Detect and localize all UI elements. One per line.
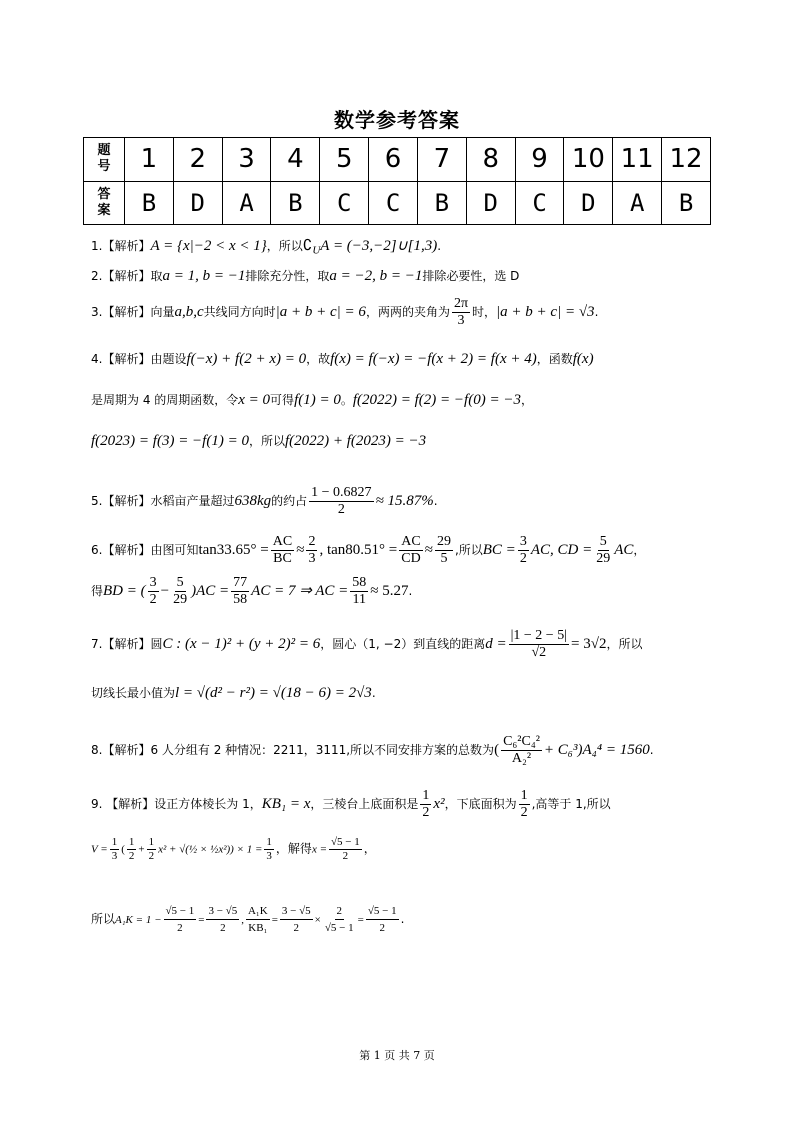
solution-text: 6 人分组有 2 种情况：2211，3111,所以不同安排方案的总数为 <box>150 743 495 757</box>
solution-text: . <box>371 686 376 700</box>
math-expr: BC = <box>482 542 516 558</box>
solution-9-line-2 <box>91 836 711 863</box>
denominator: 2 <box>520 805 528 820</box>
solution-label: 6.【解析】 <box>91 543 151 557</box>
solution-text: . <box>437 239 442 253</box>
solution-text: 。 <box>340 393 353 407</box>
math-expr: ≈ <box>296 542 305 558</box>
solution-label: 2.【解析】 <box>91 269 151 283</box>
solution-text: . <box>408 584 413 598</box>
math-expr: f(x) <box>572 351 594 367</box>
fraction <box>110 836 120 863</box>
answer-table <box>83 137 711 225</box>
question-number-cell: 6 <box>369 138 418 182</box>
solution-text: 由题设 <box>150 352 187 366</box>
solution-text: 共线同方向时 <box>203 305 276 319</box>
numerator: AC <box>401 534 421 549</box>
solution-text: 排除必要性，选 D <box>422 269 520 283</box>
solution-text: ， <box>633 543 646 557</box>
fraction <box>452 296 470 329</box>
solution-4-line-2 <box>91 391 711 409</box>
question-number-cell: 3 <box>222 138 271 182</box>
fraction <box>420 788 431 821</box>
solution-text: ,高等于 1,所以 <box>531 797 611 811</box>
fraction <box>164 903 197 936</box>
solution-text: ， <box>520 393 533 407</box>
denominator: 2 <box>148 850 155 862</box>
denominator: 2 <box>342 850 349 862</box>
numerator: 1 <box>111 836 118 848</box>
solution-8 <box>91 734 711 767</box>
math-expr: C : (x − 1)² + (y + 2)² = 6 <box>162 636 321 652</box>
fraction <box>148 575 159 608</box>
answer-cell: C <box>369 181 418 225</box>
fraction <box>306 534 317 567</box>
denominator: 29 <box>596 551 611 566</box>
solution-text: 由图可知 <box>150 543 199 557</box>
solution-4-line-1 <box>91 350 711 368</box>
math-expr: f(2023) = f(3) = −f(1) = 0 <box>91 433 249 449</box>
fraction <box>323 903 356 936</box>
question-number-cell: 7 <box>417 138 466 182</box>
math-expr: f(2022) = f(2) = −f(0) = −3 <box>352 392 521 408</box>
solution-text: ，圆心（1, −2）到直线的距离 <box>320 637 486 651</box>
math-expr: KB₁ = x <box>261 796 311 812</box>
math-expr: BD = ( <box>103 583 146 599</box>
row-header-number: 题 号 <box>84 138 125 182</box>
math-expr: a = −2, b = −1 <box>329 268 423 284</box>
math-sub: U <box>312 244 321 257</box>
fraction <box>309 485 373 518</box>
math-expr: 638kg <box>234 493 272 509</box>
denominator: 11 <box>352 592 367 607</box>
denominator: 2 <box>379 922 385 934</box>
math-expr: V = <box>91 843 108 856</box>
math-expr: ( <box>121 843 125 856</box>
solution-text: 取 <box>150 269 163 283</box>
math-expr: − <box>160 583 170 599</box>
denominator: 3 <box>266 850 272 862</box>
solution-label: 7.【解析】 <box>91 637 151 651</box>
question-number-cell: 2 <box>173 138 222 182</box>
fraction <box>366 903 399 936</box>
denominator: 5 <box>440 551 448 566</box>
fraction <box>280 903 313 936</box>
solution-text: ，函数 <box>536 352 573 366</box>
numerator: 58 <box>352 575 367 590</box>
denominator: 2 <box>177 922 183 934</box>
solution-text: 的约占 <box>271 494 308 508</box>
solution-1 <box>91 237 711 259</box>
numerator: 1 <box>266 836 272 848</box>
solution-label: 4.【解析】 <box>91 352 151 366</box>
math-expr: = <box>357 914 364 926</box>
numerator: √5 − 1 <box>164 903 197 920</box>
math-expr: = <box>271 914 278 926</box>
numerator: 29 <box>436 534 451 549</box>
fraction <box>350 575 368 608</box>
solution-label: 5.【解析】 <box>91 494 151 508</box>
solution-text: . <box>400 912 405 926</box>
number-row <box>84 138 711 182</box>
denominator: 3 <box>308 551 316 566</box>
math-expr: a,b,c <box>174 304 204 320</box>
fraction <box>399 534 422 567</box>
numerator: AC <box>272 534 293 549</box>
numerator: 5 <box>599 534 607 549</box>
solution-text: 圆 <box>150 637 163 651</box>
row-header-answer: 答 案 <box>84 181 125 225</box>
solution-text: ，下底面积为 <box>444 797 517 811</box>
numerator: 2 <box>308 534 316 549</box>
fraction <box>518 534 529 567</box>
solution-9-line-3 <box>91 903 711 936</box>
fraction <box>246 903 270 936</box>
math-expr: = 3√2 <box>571 636 607 652</box>
numerator: 2π <box>453 296 469 311</box>
solution-label: 3.【解析】 <box>91 305 151 319</box>
fraction <box>509 628 569 661</box>
math-expr: + C₆³)A₄⁴ = 1560 <box>543 742 650 758</box>
fraction <box>264 836 274 863</box>
solution-text: 是周期为 4 的周期函数，令 <box>91 393 239 407</box>
answer-cell: B <box>417 181 466 225</box>
solution-2 <box>91 267 711 285</box>
math-expr: = <box>198 914 205 926</box>
question-number-cell: 1 <box>125 138 174 182</box>
fraction <box>206 903 239 936</box>
math-expr: A₁K = 1 − <box>115 914 162 926</box>
question-number-cell: 10 <box>564 138 613 182</box>
numerator: 1 <box>520 788 528 803</box>
math-expr: AC = 7 ⇒ AC = <box>251 583 349 599</box>
solution-label: 9. 【解析】 <box>91 797 155 811</box>
solution-4-line-3 <box>91 432 711 450</box>
denominator: 3 <box>457 313 465 328</box>
denominator: 2 <box>220 922 226 934</box>
solution-text: ，所以 <box>606 637 643 651</box>
denominator: 29 <box>173 592 188 607</box>
math-expr: ( <box>494 742 500 758</box>
math-expr: x = <box>311 843 327 856</box>
math-expr: A = (−3,−2]∪[1,3) <box>320 238 438 254</box>
denominator: 3 <box>111 850 118 862</box>
denominator: 58 <box>233 592 248 607</box>
fraction <box>435 534 453 567</box>
denominator: √5 − 1 <box>324 922 354 934</box>
fraction <box>231 575 249 608</box>
solution-text: ，解得 <box>275 841 312 856</box>
fraction <box>171 575 189 608</box>
math-expr: , <box>241 914 244 926</box>
fraction <box>519 788 530 821</box>
math-expr: d = <box>485 636 507 652</box>
math-expr: )AC = <box>191 583 230 599</box>
solution-label: 1.【解析】 <box>91 239 151 253</box>
denominator: CD <box>401 551 421 566</box>
math-expr: x² <box>433 796 445 812</box>
denominator: BC <box>273 551 292 566</box>
math-expr: |a + b + c| = 6 <box>275 304 366 320</box>
numerator: 5 <box>176 575 184 590</box>
numerator: 2 <box>335 903 345 920</box>
solution-text: 得 <box>91 584 104 598</box>
numerator: 1 − 0.6827 <box>311 485 372 500</box>
denominator: A₂² <box>511 751 532 766</box>
page-footer: 第 1 页 共 7 页 <box>359 1049 435 1062</box>
question-number-cell: 12 <box>662 138 711 182</box>
solution-text: ，三棱台上底面积是 <box>310 797 419 811</box>
numerator: |1 − 2 − 5| <box>510 628 567 643</box>
denominator: KB₁ <box>248 922 268 934</box>
denominator: 2 <box>519 551 527 566</box>
denominator: 2 <box>293 922 300 934</box>
answer-cell: A <box>222 181 271 225</box>
denominator: 2 <box>422 805 430 820</box>
numerator: √5 − 1 <box>366 903 399 920</box>
numerator: C₆²C₄² <box>503 734 540 749</box>
math-expr: ≈ 5.27 <box>370 583 409 599</box>
numerator: 77 <box>233 575 248 590</box>
denominator: 2 <box>128 850 135 862</box>
math-expr: f(−x) + f(2 + x) = 0 <box>186 351 307 367</box>
answer-cell: D <box>564 181 613 225</box>
solution-text: ，所以 <box>266 239 303 253</box>
numerator: 3 − √5 <box>206 903 239 920</box>
solution-text: ，所以 <box>248 434 285 448</box>
numerator: √5 − 1 <box>331 836 360 848</box>
page-title: 数学参考答案 <box>334 108 460 132</box>
math-expr: f(x) = f(−x) = −f(x + 2) = f(x + 4) <box>330 351 537 367</box>
question-number-cell: 4 <box>271 138 320 182</box>
numerator: 3 <box>519 534 527 549</box>
solution-9-line-1 <box>91 788 711 821</box>
solution-text: 水稻亩产量超过 <box>150 494 235 508</box>
solution-label: 8.【解析】 <box>91 743 151 757</box>
answer-cell: B <box>125 181 174 225</box>
math-expr: A = {x|−2 < x < 1} <box>150 238 267 254</box>
denominator: 2 <box>149 592 157 607</box>
solution-text: 时， <box>472 305 497 319</box>
question-number-cell: 9 <box>515 138 564 182</box>
solution-text: ，故 <box>306 352 331 366</box>
solution-6-line-1 <box>91 534 711 567</box>
answer-cell: C <box>320 181 369 225</box>
solution-text: 向量 <box>150 305 175 319</box>
answer-cell: A <box>613 181 662 225</box>
math-expr: ≈ <box>424 542 433 558</box>
fraction <box>127 836 137 863</box>
math-expr: ∁ <box>302 238 313 254</box>
fraction <box>271 534 294 567</box>
denominator: √2 <box>531 645 547 660</box>
math-expr: x² + √(½ × ½x²)) × 1 = <box>158 843 263 856</box>
answer-cell: B <box>662 181 711 225</box>
solution-text: 所以 <box>91 912 116 926</box>
answer-cell: D <box>466 181 515 225</box>
fraction <box>147 836 157 863</box>
math-expr: |a + b + c| = √3 <box>496 304 595 320</box>
math-expr: ≈ 15.87% <box>375 493 434 509</box>
solution-5 <box>91 485 711 518</box>
answer-row <box>84 181 711 225</box>
math-expr: l = √(d² − r²) = √(18 − 6) = 2√3 <box>175 685 372 701</box>
solution-text: ,所以 <box>454 543 483 557</box>
numerator: 3 − √5 <box>280 903 313 920</box>
numerator: 3 <box>149 575 157 590</box>
numerator: A₁K <box>246 903 270 920</box>
math-expr: , tan80.51° = <box>319 542 398 558</box>
solution-7-line-1 <box>91 628 711 661</box>
numerator: 1 <box>422 788 430 803</box>
math-expr: tan33.65° = <box>198 542 269 558</box>
math-expr: + <box>138 843 145 856</box>
fraction <box>594 534 612 567</box>
solution-text: ，两两的夹角为 <box>365 305 450 319</box>
math-expr: f(2022) + f(2023) = −3 <box>284 433 427 449</box>
solution-text: . <box>649 743 654 757</box>
solution-3 <box>91 296 711 329</box>
answer-cell: B <box>271 181 320 225</box>
solution-text: 可得 <box>270 393 295 407</box>
answer-cell: D <box>173 181 222 225</box>
solution-text: . <box>594 305 599 319</box>
numerator: 1 <box>128 836 135 848</box>
solution-text: 切线长最小值为 <box>91 686 176 700</box>
solution-text: . <box>433 494 438 508</box>
solution-6-line-2 <box>91 575 711 608</box>
question-number-cell: 5 <box>320 138 369 182</box>
numerator: 1 <box>148 836 155 848</box>
question-number-cell: 8 <box>466 138 515 182</box>
math-expr: AC <box>614 542 634 558</box>
question-number-cell: 11 <box>613 138 662 182</box>
fraction <box>501 734 542 767</box>
math-expr: a = 1, b = −1 <box>162 268 246 284</box>
math-expr: × <box>314 914 321 926</box>
math-expr: AC, CD = <box>530 542 593 558</box>
fraction <box>329 836 362 863</box>
answer-cell: C <box>515 181 564 225</box>
solution-text: 设正方体棱长为 1， <box>154 797 262 811</box>
math-expr: f(1) = 0 <box>294 392 341 408</box>
solution-text: ， <box>363 841 376 856</box>
solution-text: 排除充分性，取 <box>245 269 330 283</box>
solution-7-line-2 <box>91 684 711 702</box>
denominator: 2 <box>337 502 345 517</box>
math-expr: x = 0 <box>238 392 271 408</box>
